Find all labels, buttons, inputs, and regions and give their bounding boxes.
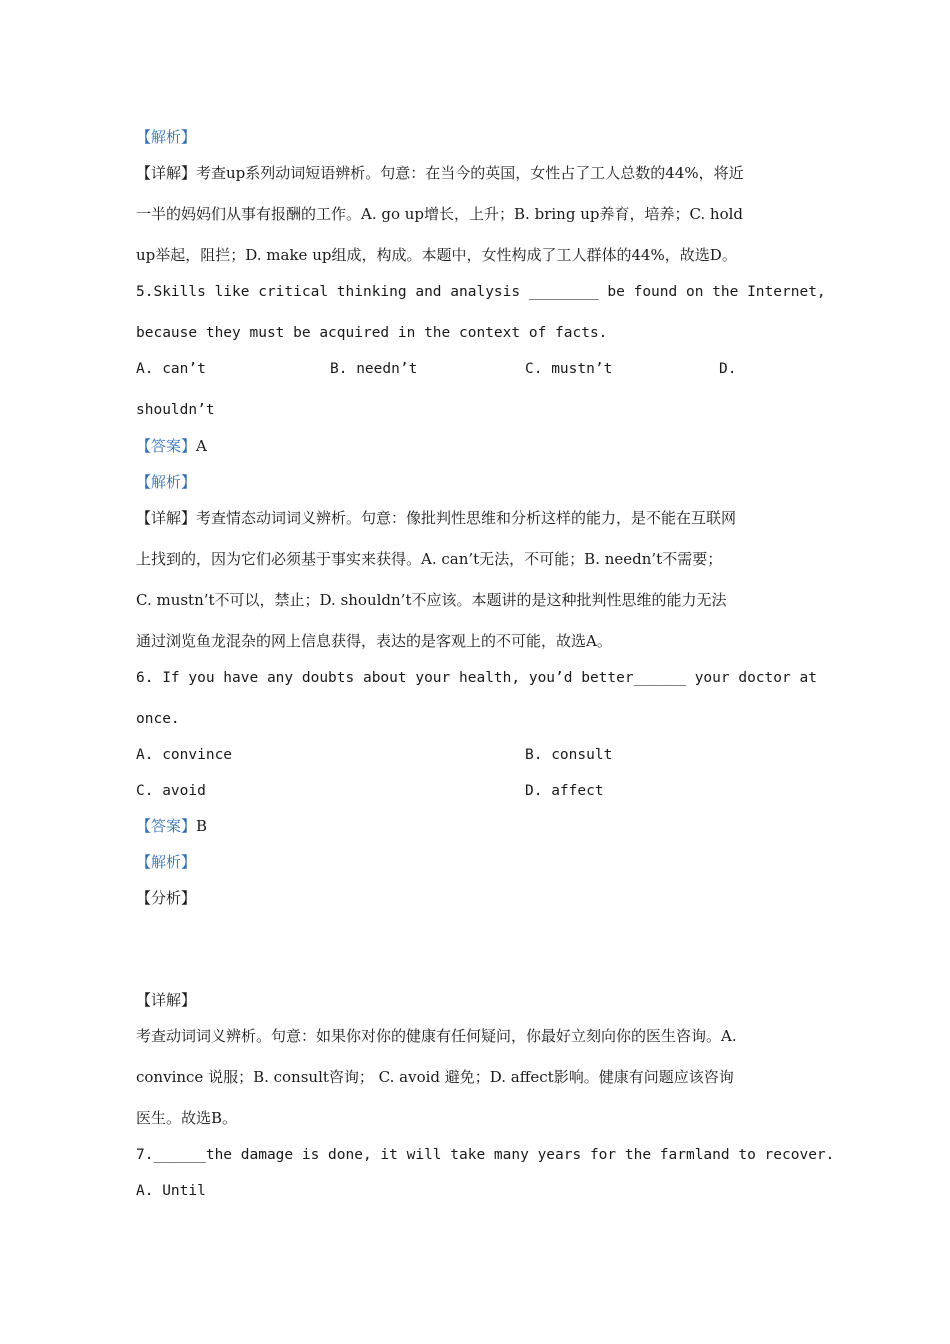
q6-option-c: C. avoid <box>136 783 206 799</box>
q6-detail-line-2: convince 说服；B. consult咨询； C. avoid 避免；D. affect影响。健康有问题应该咨询 <box>136 1068 734 1086</box>
q5-question-line-2: because they must be acquired in the context of facts. <box>136 325 608 341</box>
q6-answer-tag: 【答案】 <box>136 817 197 835</box>
q4-detail-line-2: 一半的妈妈们从事有报酬的工作。A. go up增长，上升；B. bring up养育，培养；C. hold <box>136 205 744 223</box>
q7-option-a: A. Until <box>136 1183 206 1199</box>
q6-detail-line-3: 医生。故选B。 <box>136 1109 238 1127</box>
q5-option-d-text: shouldn’t <box>136 402 215 418</box>
q5-answer-line <box>136 436 207 456</box>
q5-option-c: C. mustn’t <box>525 361 613 377</box>
q5-detail-line-4: 通过浏览鱼龙混杂的网上信息获得，表达的是客观上的不可能，故选A。 <box>136 632 612 650</box>
q6-question-line-1: 6. If you have any doubts about your health, you’d better______ your doctor at <box>136 670 817 686</box>
q6-fenxi-label: 【分析】 <box>136 889 197 907</box>
q5-detail-label: 【详解】 <box>136 509 197 527</box>
q6-answer-line <box>136 816 207 836</box>
q5-option-a: A. can’t <box>136 361 206 377</box>
q6-option-a: A. convince <box>136 747 233 763</box>
q4-detail-label: 【详解】 <box>136 164 197 182</box>
q5-detail-line-3: C. mustn’t不可以，禁止；D. shouldn’t不应该。本题讲的是这种批判性思维的能力无法 <box>136 591 727 609</box>
q6-detail-line-1: 考查动词词义辨析。句意：如果你对你的健康有任何疑问，你最好立刻向你的医生咨询。A. <box>136 1027 737 1045</box>
q5-answer-tag: 【答案】 <box>136 437 197 455</box>
q4-analysis-tag: 【解析】 <box>136 128 197 146</box>
q6-answer: B <box>196 817 208 835</box>
q7-question-line-1: 7.______the damage is done, it will take many years for the farmland to recover. <box>136 1147 835 1163</box>
q5-detail-line-1 <box>136 508 736 528</box>
q5-question-line-1: 5.Skills like critical thinking and analysis ________ be found on the Internet, <box>136 284 826 300</box>
q5-option-b: B. needn’t <box>330 361 418 377</box>
q4-detail-line-1 <box>136 163 744 183</box>
q6-detail-label: 【详解】 <box>136 991 197 1009</box>
q4-detail-line-3: up举起，阻拦；D. make up组成，构成。本题中，女性构成了工人群体的44%，故选D。 <box>136 246 737 264</box>
q5-detail-text-1: 考查情态动词词义辨析。句意：像批判性思维和分析这样的能力，是不能在互联网 <box>196 509 737 527</box>
q6-option-b: B. consult <box>525 747 613 763</box>
q5-analysis-tag: 【解析】 <box>136 473 197 491</box>
q6-option-d: D. affect <box>525 783 604 799</box>
q6-analysis-tag: 【解析】 <box>136 853 197 871</box>
q4-detail-text-1: 考查up系列动词短语辨析。句意：在当今的英国，女性占了工人总数的44%，将近 <box>196 164 744 182</box>
q5-detail-line-2: 上找到的，因为它们必须基于事实来获得。A. can’t无法，不可能；B. needn’t不需要； <box>136 550 723 568</box>
q5-answer: A <box>196 437 207 455</box>
q6-question-line-2: once. <box>136 711 180 727</box>
q5-option-d: D. <box>719 361 737 377</box>
